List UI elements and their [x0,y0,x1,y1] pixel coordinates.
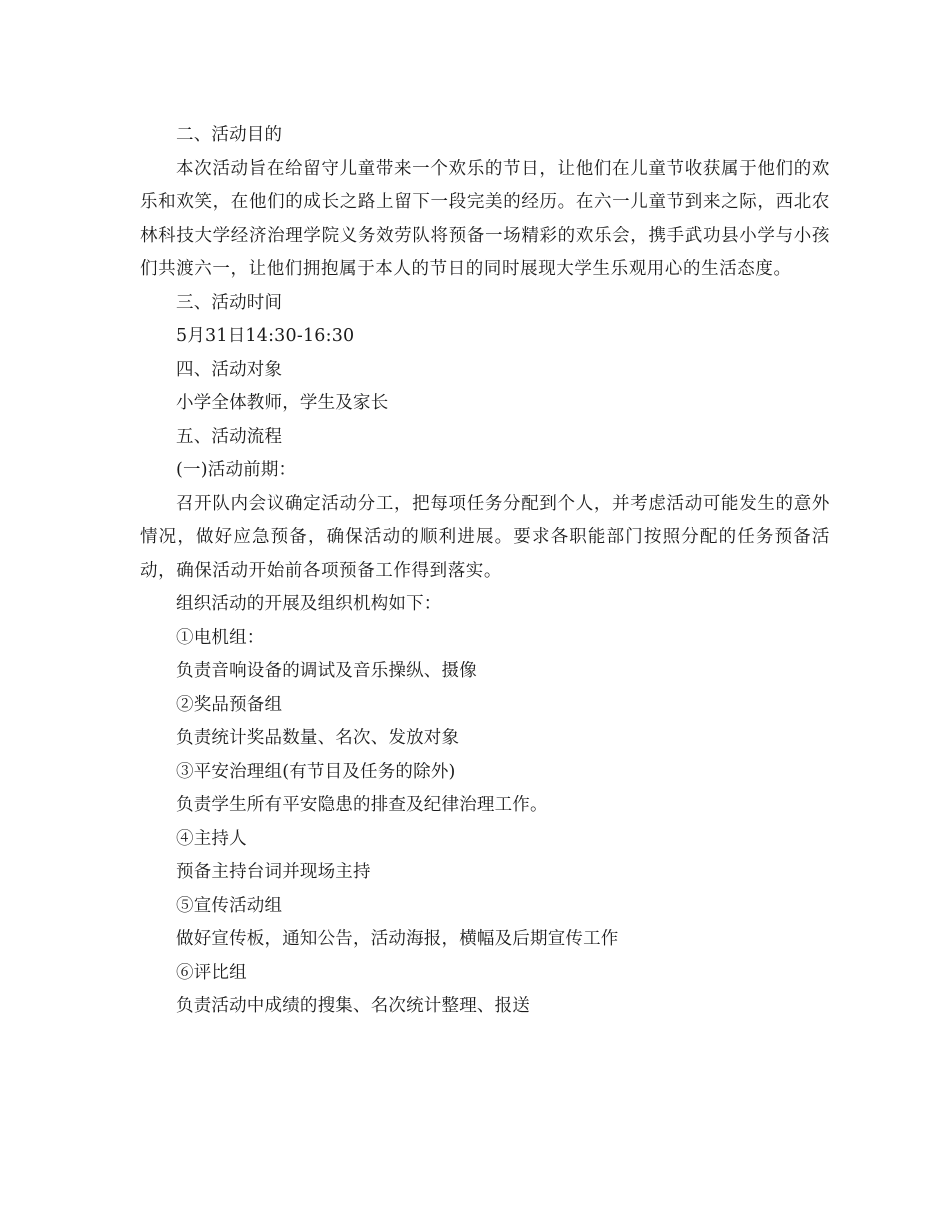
paragraph-purpose: 本次活动旨在给留守儿童带来一个欢乐的节日，让他们在儿童节收获属于他们的欢乐和欢笑，在他们的成长之路上留下一段完美的经历。在六一儿童节到来之际，西北农林科技大学经济治理学院义务效劳队将预备一场精彩的欢乐会，携手武功县小学与小孩们共渡六一，让他们拥抱属于本人的节日的同时展现大学生乐观用心的生活态度。 [140,158,830,279]
group-desc-judging: 负责活动中成绩的搜集、名次统计整理、报送 [176,996,530,1016]
document-body [140,119,830,1024]
paragraph-early: 召开队内会议确定活动分工，把每项任务分配到个人，并考虑活动可能发生的意外情况，做好应急预备，确保活动的顺利进展。要求各职能部门按照分配的任务预备活动，确保活动开始前各项预备工作得到落实。 [140,493,830,581]
section-heading-purpose: 二、活动目的 [176,125,283,145]
org-intro: 组织活动的开展及组织机构如下： [176,594,442,614]
subsection-heading-early: (一)活动前期： [176,460,297,480]
activity-time-value: 5月31日14:30-16:30 [176,326,355,346]
group-title-safety: ③平安治理组(有节目及任务的除外) [176,761,456,782]
group-desc-electrical: 负责音响设备的调试及音乐操纵、摄像 [176,661,477,681]
group-title-prizes: ②奖品预备组 [176,694,283,715]
group-title-judging: ⑥评比组 [176,962,247,983]
group-title-electrical: ①电机组： [176,627,265,648]
group-title-host: ④主持人 [176,828,247,849]
section-heading-time: 三、活动时间 [176,292,283,313]
group-desc-prizes: 负责统计奖品数量、名次、发放对象 [176,728,460,748]
group-desc-safety: 负责学生所有平安隐患的排查及纪律治理工作。 [176,795,548,815]
section-heading-process: 五、活动流程 [176,426,283,447]
section-heading-audience: 四、活动对象 [176,359,283,380]
group-title-publicity: ⑤宣传活动组 [176,895,283,916]
audience-value: 小学全体教师，学生及家长 [176,393,389,413]
group-desc-host: 预备主持台词并现场主持 [176,862,371,882]
group-desc-publicity: 做好宣传板，通知公告，活动海报，横幅及后期宣传工作 [176,929,619,949]
